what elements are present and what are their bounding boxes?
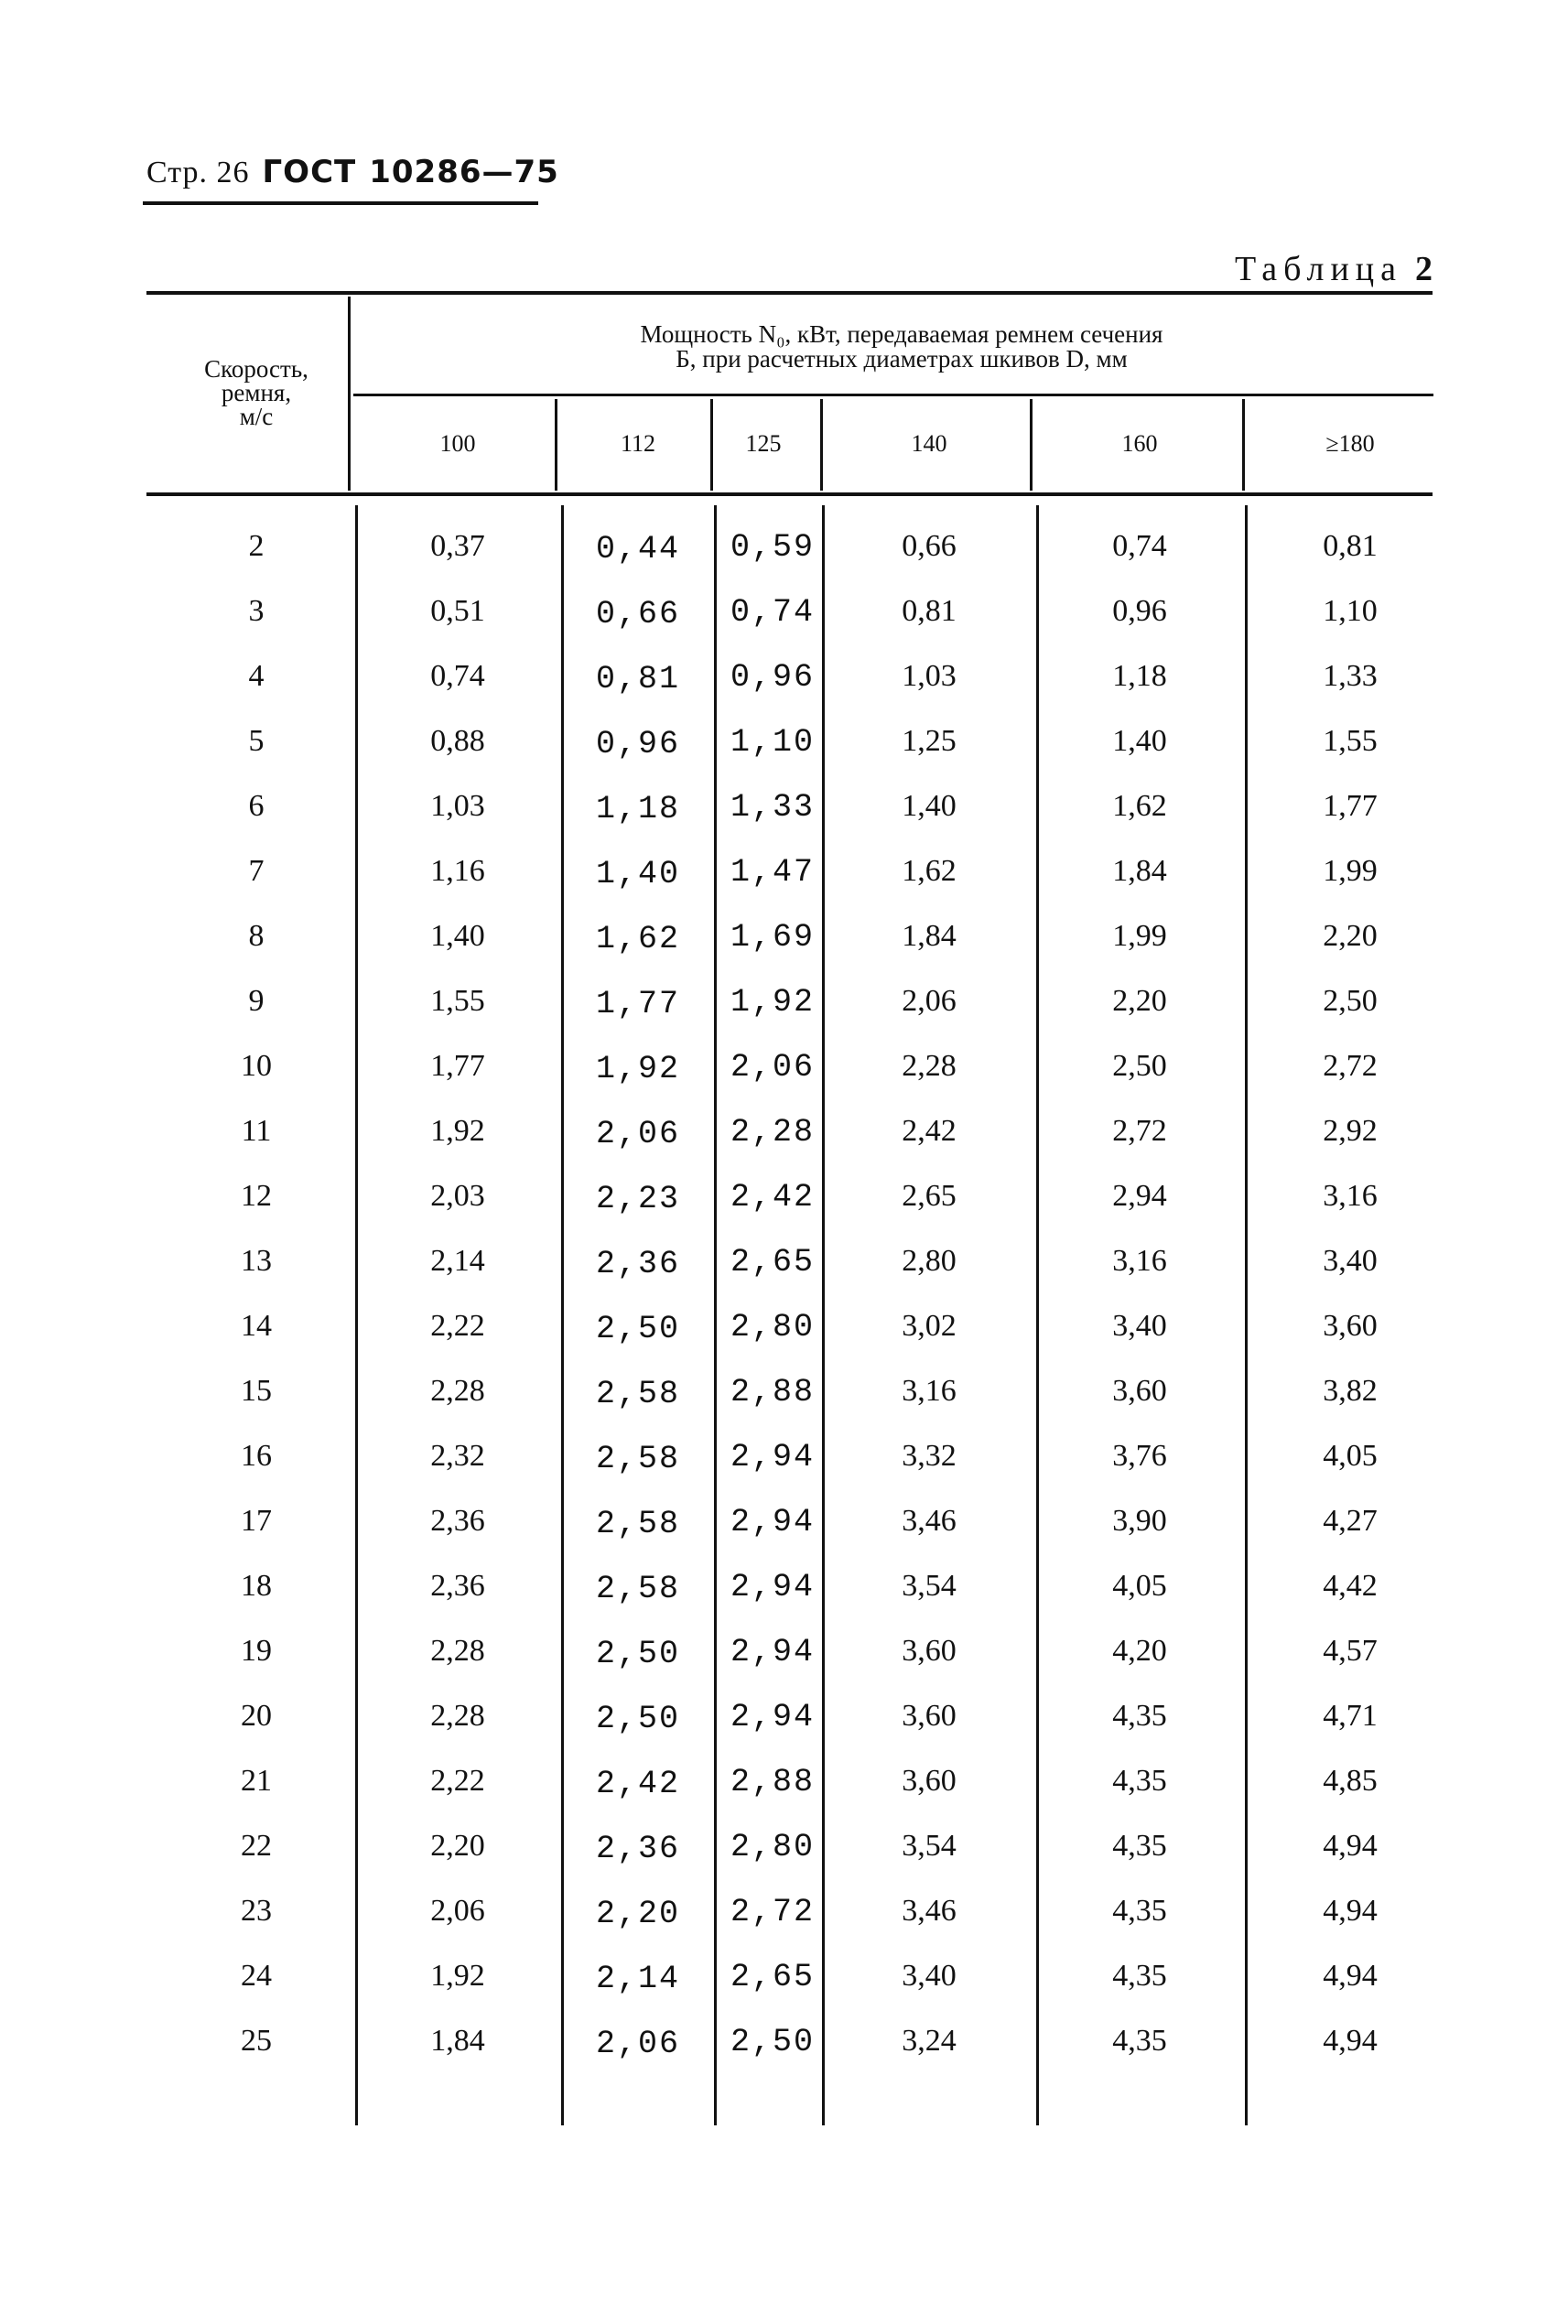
power-cell: 2,28 <box>430 1634 485 1668</box>
power-cell: 4,05 <box>1112 1569 1167 1603</box>
power-cell: 1,18 <box>1112 659 1167 693</box>
power-cell: 0,96 <box>1112 594 1167 628</box>
power-cell: 2,50 <box>1323 984 1378 1018</box>
header-col-divider <box>1242 399 1245 491</box>
power-cell: 3,40 <box>1323 1244 1378 1278</box>
power-cell: 3,16 <box>1112 1244 1167 1278</box>
power-cell: 2,06 <box>595 2026 681 2062</box>
power-cell: 4,94 <box>1323 1894 1378 1928</box>
power-cell: 3,40 <box>1112 1309 1167 1343</box>
power-cell: 0,81 <box>902 594 957 628</box>
power-cell: 2,72 <box>1323 1049 1378 1083</box>
power-cell: 1,92 <box>730 984 816 1021</box>
power-cell: 2,42 <box>730 1179 816 1216</box>
power-cell: 0,59 <box>730 529 816 566</box>
power-cell: 1,47 <box>730 854 816 891</box>
power-cell: 4,35 <box>1112 1959 1167 1993</box>
power-cell: 3,16 <box>1323 1179 1378 1213</box>
header-col-divider <box>820 399 823 491</box>
power-cell: 1,92 <box>595 1051 681 1087</box>
body-col-divider <box>822 505 825 2125</box>
speed-cell: 7 <box>248 854 265 888</box>
power-cell: 3,90 <box>1112 1504 1167 1538</box>
speed-cell: 2 <box>248 529 265 563</box>
power-cell: 2,36 <box>430 1504 485 1538</box>
power-cell: 4,35 <box>1112 2024 1167 2058</box>
power-cell: 2,28 <box>730 1114 816 1151</box>
body-col-divider <box>1036 505 1039 2125</box>
power-cell: 2,50 <box>595 1701 681 1737</box>
speed-cell: 6 <box>248 789 265 823</box>
table-top-rule <box>146 291 1433 295</box>
power-cell: 4,71 <box>1323 1699 1378 1733</box>
power-cell: 0,74 <box>730 594 816 631</box>
power-cell: 0,74 <box>430 659 485 693</box>
power-cell: 3,60 <box>902 1699 957 1733</box>
power-cell: 4,85 <box>1323 1764 1378 1798</box>
power-cell: 3,16 <box>902 1374 957 1408</box>
power-cell: 2,14 <box>595 1961 681 1997</box>
power-cell: 1,92 <box>430 1114 485 1148</box>
power-cell: 1,40 <box>430 919 485 953</box>
speed-cell: 25 <box>241 2024 272 2058</box>
power-cell: 4,27 <box>1323 1504 1378 1538</box>
power-cell: 3,82 <box>1323 1374 1378 1408</box>
power-cell: 3,32 <box>902 1439 957 1473</box>
spanning-header-line: Б, при расчетных диаметрах шкивов D, мм <box>676 345 1128 373</box>
page-header <box>146 154 559 190</box>
power-cell: 1,33 <box>1323 659 1378 693</box>
header-col-divider <box>555 399 557 491</box>
power-cell: 2,42 <box>595 1766 681 1802</box>
power-cell: 2,88 <box>730 1374 816 1411</box>
power-cell: 0,37 <box>430 529 485 563</box>
power-cell: 2,80 <box>730 1309 816 1346</box>
power-cell: 1,92 <box>430 1959 485 1993</box>
column-header: 100 <box>439 430 476 457</box>
speed-cell: 23 <box>241 1894 272 1928</box>
power-cell: 4,35 <box>1112 1699 1167 1733</box>
power-cell: 2,28 <box>430 1374 485 1408</box>
power-cell: 4,94 <box>1323 2024 1378 2058</box>
power-cell: 2,14 <box>430 1244 485 1278</box>
power-cell: 3,02 <box>902 1309 957 1343</box>
power-cell: 4,57 <box>1323 1634 1378 1668</box>
power-cell: 2,80 <box>902 1244 957 1278</box>
power-cell: 2,58 <box>595 1376 681 1412</box>
power-cell: 0,44 <box>595 531 681 567</box>
power-cell: 1,77 <box>430 1049 485 1083</box>
speed-cell: 3 <box>248 594 265 628</box>
power-cell: 2,58 <box>595 1506 681 1542</box>
power-cell: 2,20 <box>1323 919 1378 953</box>
power-cell: 2,28 <box>430 1699 485 1733</box>
power-cell: 2,65 <box>902 1179 957 1213</box>
speed-cell: 20 <box>241 1699 272 1733</box>
body-col-divider <box>714 505 717 2125</box>
power-cell: 2,58 <box>595 1571 681 1607</box>
speed-cell: 13 <box>241 1244 272 1278</box>
power-cell: 0,74 <box>1112 529 1167 563</box>
power-cell: 2,94 <box>730 1439 816 1475</box>
power-cell: 1,62 <box>902 854 957 888</box>
speed-cell: 9 <box>248 984 265 1018</box>
power-cell: 4,35 <box>1112 1894 1167 1928</box>
speed-cell: 10 <box>241 1049 272 1083</box>
power-cell: 0,66 <box>902 529 957 563</box>
power-cell: 2,94 <box>730 1504 816 1540</box>
page-label: Стр. 26 <box>146 156 250 189</box>
power-cell: 0,96 <box>730 659 816 696</box>
speed-cell: 19 <box>241 1634 272 1668</box>
power-cell: 2,22 <box>430 1764 485 1798</box>
stub-header-line: Скорость, <box>204 355 308 383</box>
power-cell: 2,36 <box>595 1831 681 1867</box>
speed-cell: 24 <box>241 1959 272 1993</box>
power-cell: 3,24 <box>902 2024 957 2058</box>
speed-cell: 8 <box>248 919 265 953</box>
column-header: 160 <box>1121 430 1158 457</box>
standard-label: ГОСТ <box>262 154 357 190</box>
power-cell: 2,20 <box>1112 984 1167 1018</box>
power-cell: 2,36 <box>595 1246 681 1282</box>
body-col-divider <box>561 505 564 2125</box>
power-cell: 2,58 <box>595 1441 681 1477</box>
power-cell: 1,77 <box>1323 789 1378 823</box>
header-bottom-rule <box>146 492 1433 496</box>
power-cell: 3,60 <box>1112 1374 1167 1408</box>
power-cell: 1,84 <box>430 2024 485 2058</box>
power-cell: 1,10 <box>730 724 816 761</box>
power-cell: 2,50 <box>595 1636 681 1672</box>
header-col-divider <box>1030 399 1033 491</box>
power-cell: 2,28 <box>902 1049 957 1083</box>
body-col-divider <box>1245 505 1248 2125</box>
power-cell: 3,60 <box>1323 1309 1378 1343</box>
power-cell: 2,06 <box>595 1116 681 1152</box>
power-cell: 3,54 <box>902 1829 957 1863</box>
power-cell: 4,05 <box>1323 1439 1378 1473</box>
column-header: ≥180 <box>1325 430 1375 457</box>
speed-cell: 17 <box>241 1504 272 1538</box>
power-cell: 2,50 <box>730 2024 816 2060</box>
power-cell: 3,54 <box>902 1569 957 1603</box>
speed-cell: 21 <box>241 1764 272 1798</box>
power-cell: 2,72 <box>730 1894 816 1930</box>
speed-cell: 4 <box>248 659 265 693</box>
stub-header <box>156 357 357 428</box>
speed-cell: 5 <box>248 724 265 758</box>
power-cell: 3,60 <box>902 1764 957 1798</box>
power-cell: 2,94 <box>730 1569 816 1605</box>
power-cell: 2,03 <box>430 1179 485 1213</box>
column-header: 125 <box>745 430 782 457</box>
power-cell: 2,06 <box>902 984 957 1018</box>
table-caption-word: Таблица <box>1234 250 1402 288</box>
power-cell: 1,84 <box>1112 854 1167 888</box>
power-cell: 1,03 <box>430 789 485 823</box>
power-cell: 1,25 <box>902 724 957 758</box>
stub-header-line: ремня, <box>221 379 292 406</box>
power-cell: 1,03 <box>902 659 957 693</box>
power-cell: 2,20 <box>595 1896 681 1932</box>
power-cell: 1,40 <box>1112 724 1167 758</box>
speed-cell: 11 <box>241 1114 272 1148</box>
column-header: 112 <box>620 430 656 457</box>
power-cell: 1,77 <box>595 986 681 1022</box>
speed-cell: 12 <box>241 1179 272 1213</box>
power-cell: 0,96 <box>595 726 681 762</box>
header-rule <box>143 201 538 205</box>
power-cell: 1,99 <box>1323 854 1378 888</box>
header-col-divider <box>710 399 713 491</box>
speed-cell: 14 <box>241 1309 272 1343</box>
power-cell: 4,35 <box>1112 1829 1167 1863</box>
power-cell: 2,92 <box>1323 1114 1378 1148</box>
power-cell: 2,06 <box>730 1049 816 1086</box>
power-cell: 3,46 <box>902 1504 957 1538</box>
power-cell: 2,65 <box>730 1244 816 1281</box>
power-cell: 2,94 <box>1112 1179 1167 1213</box>
power-cell: 3,60 <box>902 1634 957 1668</box>
power-cell: 4,35 <box>1112 1764 1167 1798</box>
power-cell: 1,55 <box>430 984 485 1018</box>
power-cell: 1,40 <box>595 856 681 892</box>
table-caption <box>1235 249 1433 289</box>
speed-cell: 18 <box>241 1569 272 1603</box>
power-cell: 3,76 <box>1112 1439 1167 1473</box>
power-cell: 2,32 <box>430 1439 485 1473</box>
power-cell: 2,72 <box>1112 1114 1167 1148</box>
power-cell: 4,94 <box>1323 1829 1378 1863</box>
power-cell: 1,10 <box>1323 594 1378 628</box>
power-cell: 0,66 <box>595 596 681 632</box>
power-cell: 2,50 <box>1112 1049 1167 1083</box>
spanning-header <box>366 322 1437 372</box>
spanning-header-line: Мощность N₀, кВт, передаваемая ремнем сечения <box>640 320 1163 348</box>
standard-number: 10286—75 <box>369 154 559 190</box>
power-cell: 1,16 <box>430 854 485 888</box>
speed-cell: 22 <box>241 1829 272 1863</box>
power-cell: 2,22 <box>430 1309 485 1343</box>
power-cell: 0,51 <box>430 594 485 628</box>
stub-header-line: м/с <box>239 403 274 430</box>
power-cell: 1,40 <box>902 789 957 823</box>
power-cell: 4,20 <box>1112 1634 1167 1668</box>
body-stub-divider <box>355 505 358 2125</box>
power-cell: 1,62 <box>595 921 681 957</box>
power-cell: 4,94 <box>1323 1959 1378 1993</box>
power-cell: 0,81 <box>1323 529 1378 563</box>
power-cell: 1,18 <box>595 791 681 827</box>
speed-cell: 15 <box>241 1374 272 1408</box>
power-cell: 1,84 <box>902 919 957 953</box>
power-cell: 1,62 <box>1112 789 1167 823</box>
column-header: 140 <box>911 430 947 457</box>
power-cell: 2,88 <box>730 1764 816 1800</box>
power-cell: 2,23 <box>595 1181 681 1217</box>
power-cell: 1,55 <box>1323 724 1378 758</box>
power-cell: 0,88 <box>430 724 485 758</box>
power-cell: 3,40 <box>902 1959 957 1993</box>
power-cell: 2,94 <box>730 1699 816 1735</box>
power-cell: 2,50 <box>595 1311 681 1347</box>
power-cell: 2,65 <box>730 1959 816 1995</box>
power-cell: 2,42 <box>902 1114 957 1148</box>
power-cell: 1,33 <box>730 789 816 826</box>
power-cell: 2,20 <box>430 1829 485 1863</box>
power-cell: 2,80 <box>730 1829 816 1865</box>
power-cell: 3,46 <box>902 1894 957 1928</box>
power-cell: 2,94 <box>730 1634 816 1670</box>
table-caption-number: 2 <box>1415 250 1433 288</box>
power-cell: 1,69 <box>730 919 816 956</box>
power-cell: 0,81 <box>595 661 681 697</box>
power-cell: 4,42 <box>1323 1569 1378 1603</box>
power-cell: 2,06 <box>430 1894 485 1928</box>
power-cell: 1,99 <box>1112 919 1167 953</box>
speed-cell: 16 <box>241 1439 272 1473</box>
header-split-rule <box>353 394 1433 396</box>
power-cell: 2,36 <box>430 1569 485 1603</box>
